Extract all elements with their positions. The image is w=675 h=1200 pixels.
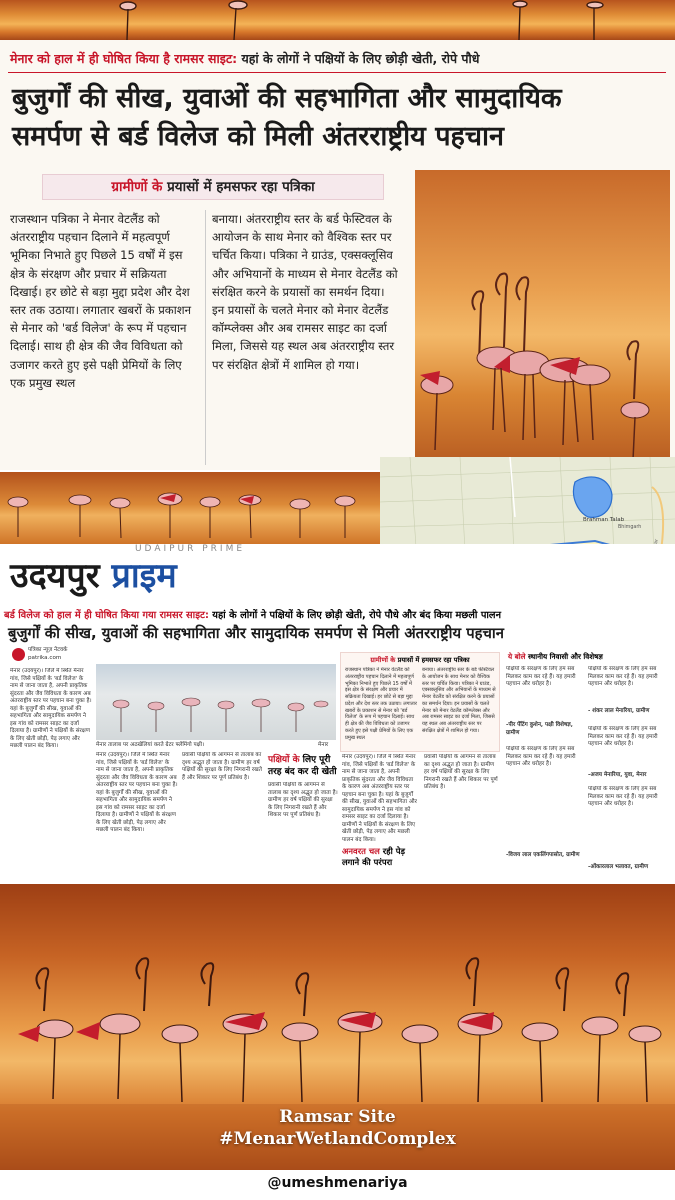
headline-line-1: बुजुर्गों की सीख, युवाओं की सहभागिता और सामुदायिक xyxy=(12,83,562,114)
flamingo-group-illustration xyxy=(415,170,670,470)
resident-name-5: -ओंकारलाल भलावत, ग्रामीण xyxy=(588,864,649,870)
prime-kicker-red: बर्ड विलेज को हाल में ही घोषित किया गया रामसर साइट: xyxy=(4,610,209,621)
map-label-bhimgarh: Bhimgarh xyxy=(618,525,642,530)
resident-name-3: -अजय मेनारिया, युवा, मेनार xyxy=(588,772,647,778)
resident-quote-3: पक्षियों के संरक्षण के लिए हम सब मिलकर काम कर रहे हैं। यह हमारी पहचान और धरोहर है। xyxy=(588,726,658,748)
prime-photo-flamingos xyxy=(96,664,336,740)
mid-head xyxy=(268,754,338,778)
prime-banner xyxy=(10,556,177,596)
subhead-black: प्रयासों में हमसफर रहा पत्रिका xyxy=(167,179,315,195)
patrika-logo-icon xyxy=(12,648,25,661)
map-label-brahman: Brahman Talab xyxy=(583,517,625,523)
prime-body-col-5: मेनार (उदयपुर)। जिले में स्थित मेनार गांव, जिसे पक्षियों के 'बर्ड विलेज' के नाम से जाना जाता है, अपनी प्राकृतिक सुंदरता और जैव विविधता के कारण अब अंतरराष्ट्रीय स्तर पर पहचान बना चुका है। यहां के बुजुर्गों की सीख, युवाओं की सहभागिता और सामुदायिक समर्पण ने इस गांव को रामसर साइट का दर्जा दिलाया है। ग्रामीणों ने पक्षियों के संरक्षण के लिए खेती छोड़ी, पेड़ लगाए और मछली पालन बंद किया। xyxy=(342,754,417,844)
headline-line-2: समर्पण से बर्ड विलेज को मिली अंतरराष्ट्रीय पहचान xyxy=(12,121,504,152)
resident-quote-1: पक्षियों के संरक्षण के लिए हम सब मिलकर काम कर रहे हैं। यह हमारी पहचान और धरोहर है। xyxy=(506,666,576,688)
bottom-flamingo-photo xyxy=(0,884,675,1170)
residents-head-black: स्थानीय निवासी और विशेषज्ञ xyxy=(528,652,603,661)
resident-quote-2: पक्षियों के संरक्षण के लिए हम सब मिलकर काम कर रहे हैं। यह हमारी पहचान और धरोहर है। xyxy=(588,666,658,688)
kicker-line xyxy=(10,50,670,67)
prime-clip xyxy=(0,544,675,884)
footer xyxy=(0,1170,675,1200)
inner-subhead-red: ग्रामीणों के xyxy=(370,656,396,664)
prime-body-col-1: मेनार (उदयपुर)। जिले में स्थित मेनार गांव, जिसे पक्षियों के 'बर्ड विलेज' के नाम से जाना जाता है, अपनी प्राकृतिक सुंदरता और जैव विविधता के कारण अब अंतरराष्ट्रीय स्तर पर पहचान बना चुका है। यहां के बुजुर्गों की सीख, युवाओं की सहभागिता और सामुदायिक समर्पण ने इस गांव को रामसर साइट का दर्जा दिलाया है। ग्रामीणों ने पक्षियों के संरक्षण के लिए खेती छोड़ी, पेड़ लगाए और मछली पालन बंद किया। xyxy=(10,668,92,750)
resident-name-1: - शंकर लाल मेनारिया, ग्रामीण xyxy=(588,708,650,714)
residents-head xyxy=(508,652,603,662)
inner-box-text-2: बनाया। अंतरराष्ट्रीय स्तर के बर्ड फेस्टिवल के आयोजन के साथ मेनार को वैश्विक स्तर पर चर्चित किया। पत्रिका ने ग्राउंड, एक्सक्लूसिव और अभियानों के माध्यम से मेनार वेटलैंड को संरक्षित करने के प्रयासों का समर्थन दिया। इन प्रयासों के चलते मेनार को मेनार वेटलैंड कॉम्प्लेक्स और अब रामसर साइट का दर्जा मिला, जिससे यह स्थल अब अंतरराष्ट्रीय स्तर पर संरक्षित क्षेत्रों में शामिल हो गया। xyxy=(422,667,496,734)
col-2-text: बनाया। अंतरराष्ट्रीय स्तर के बर्ड फेस्टिवल के आयोजन के साथ मेनार को वैश्विक स्तर पर चर्चित किया। पत्रिका ने ग्राउंड, एक्सक्लूसिव और अभियानों के माध्यम से मेनार वेटलैंड को संरक्षित करने के प्रयासों का समर्थन दिया। इन प्रयासों के चलते मेनार को मेनार वेटलैंड कॉम्प्लेक्स और अब रामसर साइट का दर्जा मिला, जिससे यह स्थल अब अंतरराष्ट्रीय स्तर पर संरक्षित क्षेत्रों में शामिल हो गया। xyxy=(212,212,398,372)
headline xyxy=(12,80,667,156)
tradition-head xyxy=(342,846,422,868)
sidebar-subhead xyxy=(42,174,384,200)
ramsar-line-2: #MenarWetlandComplex xyxy=(219,1129,456,1149)
flamingo-photo-top xyxy=(415,170,670,470)
kicker-black: यहां के लोगों ने पक्षियों के लिए छोड़ी खेती, रोपे पौधे xyxy=(241,51,480,66)
tradition-head-black: रही पेड़ लगाने की परंपरा xyxy=(342,846,405,867)
resident-name-2: -पीर पेंटिंग कुशेन, पक्षी विशेषज्ञ, ग्रामीण xyxy=(506,722,573,736)
col-1-text: राजस्थान पत्रिका ने मेनार वेटलैंड को अंतरराष्ट्रीय पहचान दिलाने में महत्वपूर्ण भूमिका निभाते हुए पिछले 15 वर्षों में इस क्षेत्र के संरक्षण और प्रचार में सक्रियता दिखाई। हर छोटे से बड़ा मुद्दा प्रदेश और देश स्तर तक उठाया। लगातार खबरों के प्रकाशन से मेनार को 'बर्ड विलेज' के रूप में पहचान दिलाई। साथ ही क्षेत्र की जैव विविधता को उजागर करते हुए इसे पक्षी प्रेमियों के लिए एक प्रमुख स्थल xyxy=(10,212,192,390)
prime-body-col-2: मेनार (उदयपुर)। जिले में स्थित मेनार गांव, जिसे पक्षियों के 'बर्ड विलेज' के नाम से जाना जाता है, अपनी प्राकृतिक सुंदरता और जैव विविधता के कारण अब अंतरराष्ट्रीय स्तर पर पहचान बना चुका है। यहां के बुजुर्गों की सीख, युवाओं की सहभागिता और सामुदायिक समर्पण ने इस गांव को रामसर साइट का दर्जा दिलाया है। ग्रामीणों ने पक्षियों के संरक्षण के लिए खेती छोड़ी, पेड़ लगाए और मछली पालन बंद किया। xyxy=(96,752,178,834)
prime-banner-black: उदयपुर xyxy=(10,556,100,596)
resident-quote-5: पक्षियों के संरक्षण के लिए हम सब मिलकर काम कर रहे हैं। यह हमारी पहचान और धरोहर है। xyxy=(588,786,658,808)
prime-byline xyxy=(12,646,92,664)
footer-handle: @umeshmenariya xyxy=(267,1175,408,1191)
resident-quote-4: पक्षियों के संरक्षण के लिए हम सब मिलकर काम कर रहे हैं। यह हमारी पहचान और धरोहर है। xyxy=(506,746,576,768)
top-news-clip xyxy=(0,40,675,470)
prime-body-col-3: प्रवासी पक्षियों के आगमन से तालाब का दृश्य अद्भुत हो जाता है। ग्रामीण हर वर्ष पक्षियों की सुरक्षा के लिए निगरानी रखते हैं और शिकार पर पूर्ण प्रतिबंध है। xyxy=(182,752,262,781)
prime-photo-credit: मेनार xyxy=(318,742,329,748)
prime-kicker xyxy=(4,608,674,621)
resident-name-4: -विजय लाल एकलिंगपासोत, ग्रामीण xyxy=(506,852,580,858)
sidebar-box xyxy=(4,170,402,470)
flamingo-silhouettes xyxy=(0,0,675,40)
kicker-red: मेनार को हाल में ही घोषित किया है रामसर साइट: xyxy=(10,51,238,66)
sidebar-col-1 xyxy=(10,210,200,392)
prime-banner-blue: प्राइम xyxy=(111,556,177,596)
flamingo-row-illustration xyxy=(0,472,380,544)
inner-subhead xyxy=(345,655,495,664)
inner-box-text: राजस्थान पत्रिका ने मेनार वेटलैंड को अंतरराष्ट्रीय पहचान दिलाने में महत्वपूर्ण भूमिका निभाते हुए पिछले 15 वर्षों में इस क्षेत्र के संरक्षण और प्रचार में सक्रियता दिखाई। हर छोटे से बड़ा मुद्दा प्रदेश और देश स्तर तक उठाया। लगातार खबरों के प्रकाशन से मेनार को 'बर्ड विलेज' के रूप में पहचान दिलाई। साथ ही क्षेत्र की जैव विविधता को उजागर करते हुए इसे पक्षी प्रेमियों के लिए एक प्रमुख स्थल xyxy=(345,667,417,741)
subhead-red: ग्रामीणों के xyxy=(111,179,163,195)
byline-site: patrika.com xyxy=(28,655,62,661)
residents-head-red: ये बोले xyxy=(508,652,526,661)
mid-head-black: लिए पूरी तरह बंद कर दी खेती xyxy=(268,755,337,777)
prime-headline: बुजुर्गों की सीख, युवाओं की सहभागिता और सामुदायिक समर्पण से मिली अंतरराष्ट्रीय पहचान xyxy=(8,625,504,642)
byline-name: पत्रिका न्यूज़ नेटवर्क xyxy=(28,647,68,653)
ramsar-caption xyxy=(0,1106,675,1150)
prime-banner-small: UDAIPUR PRIME xyxy=(134,544,246,554)
inner-subhead-black: प्रयासों में हमसफर रहा पत्रिका xyxy=(397,656,470,664)
residents-column xyxy=(502,650,670,882)
sidebar-col-2 xyxy=(212,210,398,374)
prime-inner-box xyxy=(340,652,500,752)
kicker-rule xyxy=(8,72,666,73)
flamingo-strip-photo xyxy=(0,472,380,544)
prime-photo-caption: मेनार तालाब पर अठखेलियां करते ग्रेटर फ्लेमिंगो पक्षी। xyxy=(96,742,205,748)
prime-body-col-6: प्रवासी पक्षियों के आगमन से तालाब का दृश्य अद्भुत हो जाता है। ग्रामीण हर वर्ष पक्षियों की सुरक्षा के लिए निगरानी रखते हैं और शिकार पर पूर्ण प्रतिबंध है। xyxy=(424,754,498,791)
top-photo-strip xyxy=(0,0,675,40)
ramsar-line-1: Ramsar Site xyxy=(279,1107,396,1127)
prime-photo xyxy=(96,664,336,740)
col-divider xyxy=(205,210,206,465)
tradition-head-red: अनवरत चल xyxy=(342,846,380,856)
prime-kicker-black: यहां के लोगों ने पक्षियों के लिए छोड़ी खेती, रोपे पौधे और बंद किया मछली पालन xyxy=(212,610,502,621)
prime-body-col-4: प्रवासी पक्षियों के आगमन से तालाब का दृश्य अद्भुत हो जाता है। ग्रामीण हर वर्ष पक्षियों की सुरक्षा के लिए निगरानी रखते हैं और शिकार पर पूर्ण प्रतिबंध है। xyxy=(268,782,338,819)
mid-head-red: पक्षियों के xyxy=(268,755,300,765)
